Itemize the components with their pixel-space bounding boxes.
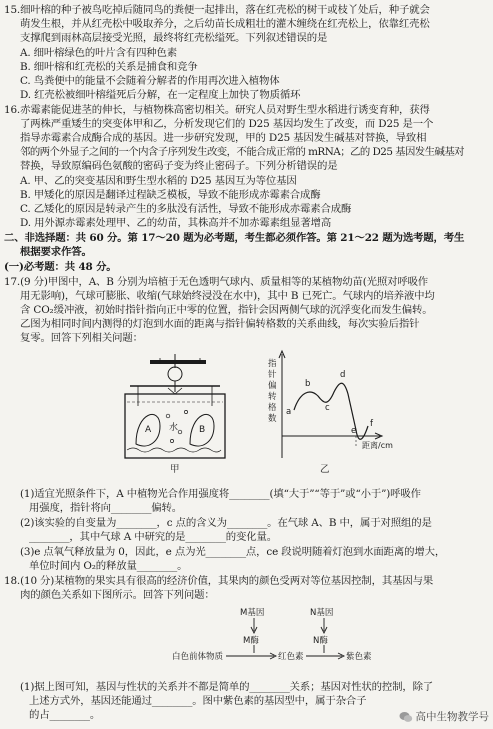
y-axis-char-1: 指 <box>268 359 277 369</box>
q15-option-d: D. 红壳松被细叶榕缢死后分解，在一定程度上加快了物质循环 <box>20 89 301 101</box>
q17-figure <box>0 346 493 486</box>
purple-pigment-label: 紫色素 <box>346 652 372 662</box>
point-e-label: e <box>351 426 357 436</box>
q16-option-b: B. 甲矮化的原因是翻译过程缺乏模板，导致不能形成赤霉素合成酶 <box>20 189 321 201</box>
q17-sub-2-line-2: ________，其中气球 A 中研究的是________的变化量。 <box>29 531 277 543</box>
figure-jia-label: 甲 <box>170 464 180 475</box>
section2-heading-line-1: 二、非选择题：共 60 分。第 17～20 题为必考题，考生都必须作答。第 21～22 题为选考题，考生 <box>4 232 465 244</box>
q15-option-a: A. 细叶榕绿色的叶片含有四种色素 <box>20 47 178 59</box>
watermark-text: 高中生物教学号 <box>415 711 489 723</box>
precursor-label: 白色前体物质 <box>172 652 224 662</box>
q16-stem-line-1: 16.赤霉素能促进茎的伸长，与植物株高密切相关。研究人员对野生型水稻进行诱变育种，获得 <box>4 104 430 116</box>
n-gene-label: N基因 <box>310 608 334 618</box>
q17-sub-2-line-1: (2)该实验的自变量为________，c 点的含义为________。在气球 A、B 中，属于对照组的是 <box>20 517 432 529</box>
q16-option-c: C. 乙矮化的原因是转录产生的多肽没有活性，导致不能形成赤霉素合成酶 <box>20 203 352 215</box>
q17-stem-line-1: 17.(9 分)甲图中，A、B 分别为培植于无色透明气球内、质量相等的某植物幼苗(光照对呼吸作 <box>4 276 429 288</box>
y-axis-char-6: 数 <box>268 414 277 424</box>
point-d-label: d <box>340 370 346 380</box>
figure-yi-label: 乙 <box>320 464 330 475</box>
point-a-label: a <box>286 407 292 417</box>
q18-stem-line-1: 18.(10 分)某植物的果实具有很高的经济价值，其果肉的颜色受两对等位基因控制，其基因与果 <box>4 575 434 587</box>
m-gene-label: M基因 <box>240 608 265 618</box>
point-b-label: b <box>305 379 311 389</box>
y-axis-char-5: 格 <box>268 403 277 413</box>
y-axis-char-2: 针 <box>268 370 277 380</box>
q15-stem-line-2: 萌发生根，并从红壳松中吸取养分，之后幼苗长成粗壮的灌木缠绕在红壳松上，依靠红壳松 <box>20 18 430 30</box>
graph-figure-yi <box>268 351 393 475</box>
q17-stem-line-3: 含 CO₂缓冲液，初始时指针指向正中零的位置，指针会因两侧气球的沉浮变化而发生偏转。 <box>20 304 433 316</box>
red-pigment-label: 红色素 <box>278 652 304 662</box>
q18-sub-1-line-1: (1)据上图可知，基因与性状的关系并不都是简单的________关系；基因对性状的控制，除了 <box>20 681 434 693</box>
x-axis-label: 距离/cm <box>362 441 393 450</box>
balloon-b-label: B <box>199 425 206 435</box>
q18-pathway-diagram <box>0 603 493 673</box>
n-enzyme-label: N酶 <box>313 636 328 646</box>
balloon-a-label: A <box>145 425 152 435</box>
section2-heading-line-2: 根据要求作答。 <box>20 246 92 258</box>
point-f-label: f <box>370 419 373 429</box>
q17-stem-line-2: 用无影响)，气球可膨胀、收缩(气球始终浸没在水中)，其中 B 已死亡。气球内的培养液中均 <box>20 290 435 302</box>
q17-sub-1-line-2: 用强度，指针将向________偏转。 <box>29 502 183 514</box>
q15-stem-line-1: 15.细叶榕的种子被鸟吃掉后随同鸟的粪便一起排出，落在红壳松的树干或枝丫处后，种子就会 <box>4 4 430 16</box>
watermark <box>399 709 490 724</box>
q17-sub-3-line-2: 单位时间内 O₂的释放量________。 <box>29 560 188 572</box>
q16-stem-line-2: 了两株严重矮生的突变体甲和乙，分析发现它们的 D25 基因均发生了改变，而 D25 是一个 <box>20 118 434 130</box>
q16-stem-line-3: 指导赤霉素合成酶合成的基因。进一步研究发现，甲的 D25 基因发生碱基对替换，导致相 <box>20 132 427 144</box>
y-axis-char-4: 转 <box>268 392 277 402</box>
q17-stem-line-5: 复零。回答下列相关问题： <box>20 332 143 344</box>
m-enzyme-label: M酶 <box>243 636 259 646</box>
q16-option-d: D. 用外源赤霉素处理甲、乙的幼苗，其株高并不加赤霉素组显著增高 <box>20 217 332 229</box>
point-c-label: c <box>325 403 330 413</box>
y-axis-char-3: 偏 <box>268 381 277 391</box>
q16-stem-line-4: 邻的两个外显子之间的一个内含子序列发生改变，不能合成正常的 mRNA；乙的 D25 基因发生碱基对 <box>20 146 465 158</box>
wechat-icon <box>399 711 413 723</box>
water-label: 水 <box>169 423 179 433</box>
q16-stem-line-5: 替换，导致原编码色氨酸的密码子变为终止密码子。下列分析错误的是 <box>20 160 338 172</box>
q16-option-a: A. 甲、乙的突变基因和野生型水稻的 D25 基因互为等位基因 <box>20 175 297 187</box>
q17-sub-3-line-1: (3)e 点氧气释放量为 0，因此，e 点为光________点，ce 段说明随着灯泡到水面距离的增大， <box>20 546 446 558</box>
q15-option-b: B. 细叶榕和红壳松的关系是捕食和竞争 <box>20 61 198 73</box>
q15-stem-line-3: 支撑爬到雨林高层接受光照，最终将红壳松缢死。下列叙述错误的是 <box>20 32 328 44</box>
q18-sub-1-line-2: 上述方式外，基因还能通过________。图中紫色素的基因型中，属于杂合子 <box>29 695 367 707</box>
q18-stem-line-2: 肉的颜色关系如下图所示。回答下列问题： <box>20 589 215 601</box>
q18-sub-1-line-3: 的占________。 <box>29 709 101 721</box>
q17-sub-1-line-1: (1)适宜光照条件下，A 中植物光合作用强度将________(填“大于”“等于”或“小于”)呼吸作 <box>20 488 421 500</box>
q17-stem-line-4: 乙图为相同时间内测得的灯泡到水面的距离与指针偏转格数的关系曲线，每次实验后指针 <box>20 318 420 330</box>
apparatus-figure-jia <box>125 354 225 475</box>
q15-option-c: C. 鸟粪便中的能量不会随着分解者的作用再次进入植物体 <box>20 75 280 87</box>
section2-subheading: (一)必考题：共 48 分。 <box>4 261 117 273</box>
